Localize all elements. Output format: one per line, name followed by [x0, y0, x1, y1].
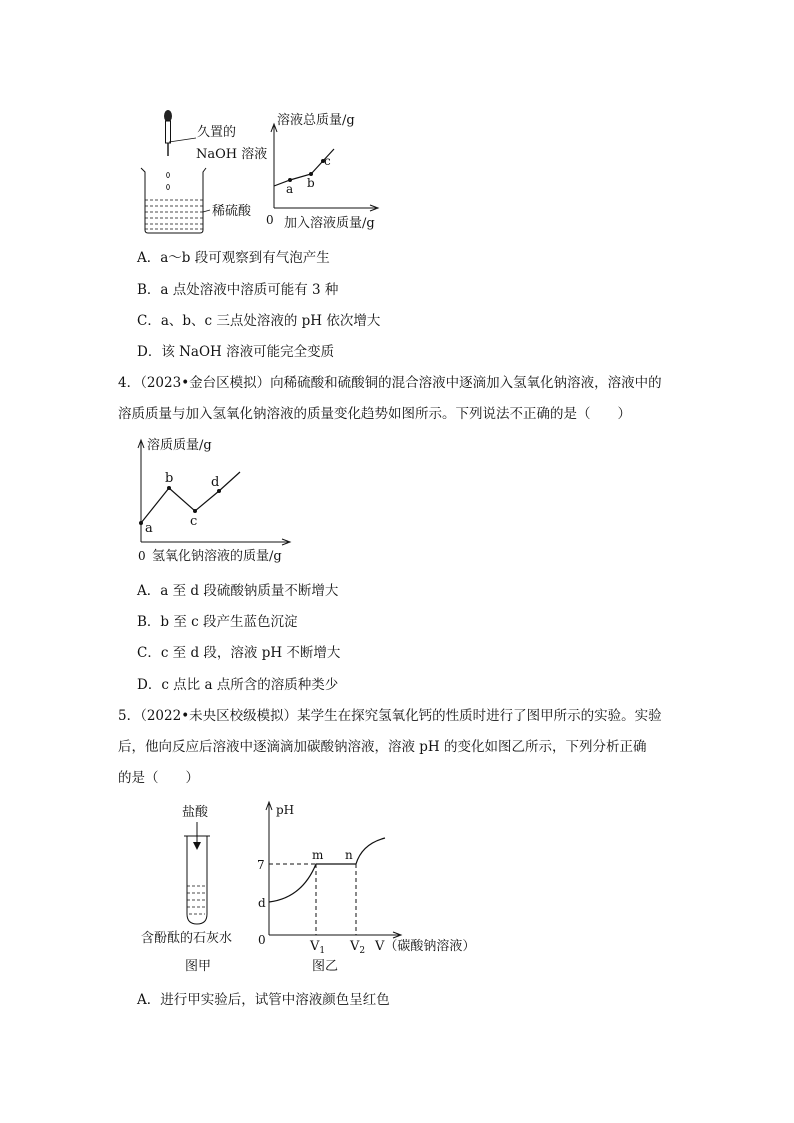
figure-q3-apparatus: [0, 0, 794, 240]
q4-option-c: C．c 至 d 段，溶液 pH 不断增大: [137, 645, 341, 661]
acid-label: 盐酸: [182, 805, 209, 820]
q3-option-c: C．a、b、c 三点处溶液的 pH 依次增大: [137, 313, 381, 329]
point-c-label: c: [324, 154, 331, 168]
point-d-label: d: [211, 475, 220, 490]
point-b-label: b: [307, 176, 315, 190]
tick-v2: $V_2$: [350, 939, 366, 956]
curve-q5: [269, 838, 385, 902]
figure-q5: [0, 790, 794, 990]
q4-option-a: A．a 至 d 段硫酸钠质量不断增大: [137, 583, 339, 599]
point-a-label: a: [286, 182, 294, 196]
origin-label: 0: [258, 933, 266, 947]
tick-v1: $V_1$: [310, 939, 326, 956]
x-axis-label: 加入溶液质量/g: [284, 216, 375, 231]
graph-q3: [266, 112, 378, 231]
q5-option-a: A．进行甲实验后，试管中溶液颜色呈红色: [137, 992, 390, 1008]
point-n-label: n: [345, 848, 353, 862]
dropper-icon: [164, 110, 172, 156]
caption-figure-b: 图乙: [312, 959, 339, 974]
point-m-label: m: [312, 848, 324, 862]
graph-q4: [0, 420, 794, 620]
origin-label: 0: [138, 549, 146, 563]
q3-option-b: B．a 点处溶液中溶质可能有 3 种: [137, 282, 339, 298]
y-axis-label: pH: [276, 803, 295, 817]
point-c-label: c: [190, 514, 198, 529]
q5-stem-line-2: 后，他向反应后溶液中逐滴滴加碳酸钠溶液，溶液 pH 的变化如图乙所示，下列分析正确: [118, 739, 647, 755]
beaker-label: 稀硫酸: [212, 204, 252, 219]
tube-label: 含酚酞的石灰水: [141, 931, 233, 946]
y-axis-label: 溶质质量/g: [147, 438, 212, 453]
q5-stem-line-3: 的是（ ）: [118, 770, 199, 786]
beaker-icon: [141, 168, 206, 233]
q3-option-a: A．a～b 段可观察到有气泡产生: [137, 250, 330, 266]
point-d-label: d: [258, 896, 266, 910]
q4-option-d: D．c 点比 a 点所含的溶质种类少: [137, 677, 339, 693]
q4-option-b: B．b 至 c 段产生蓝色沉淀: [137, 614, 298, 630]
q4-stem-line-1: 4．（2023•金台区模拟）向稀硫酸和硫酸铜的混合溶液中逐滴加入氢氧化钠溶液，溶液中的: [118, 375, 662, 391]
origin-label: 0: [266, 213, 274, 227]
tick-7: 7: [257, 858, 265, 872]
q5-stem-line-1: 5．（2022•未央区校级模拟）某学生在探究氢氧化钙的性质时进行了图甲所示的实验。实验: [118, 708, 662, 724]
x-axis-label: V（碳酸钠溶液）: [375, 939, 476, 954]
dropper-label-2: NaOH 溶液: [196, 147, 268, 162]
q3-option-d: D．该 NaOH 溶液可能完全变质: [137, 344, 335, 360]
point-a-label: a: [145, 521, 153, 536]
q4-stem-line-2: 溶质质量与加入氢氧化钠溶液的质量变化趋势如图所示。下列说法不正确的是（ ）: [118, 406, 631, 422]
x-axis-label: 氢氧化钠溶液的质量/g: [152, 549, 282, 564]
caption-figure-a: 图甲: [185, 959, 212, 974]
dropper-label-1: 久置的: [197, 125, 237, 140]
point-b-label: b: [165, 471, 174, 486]
y-axis-label: 溶液总质量/g: [277, 113, 355, 128]
graph-q5: [257, 802, 475, 956]
